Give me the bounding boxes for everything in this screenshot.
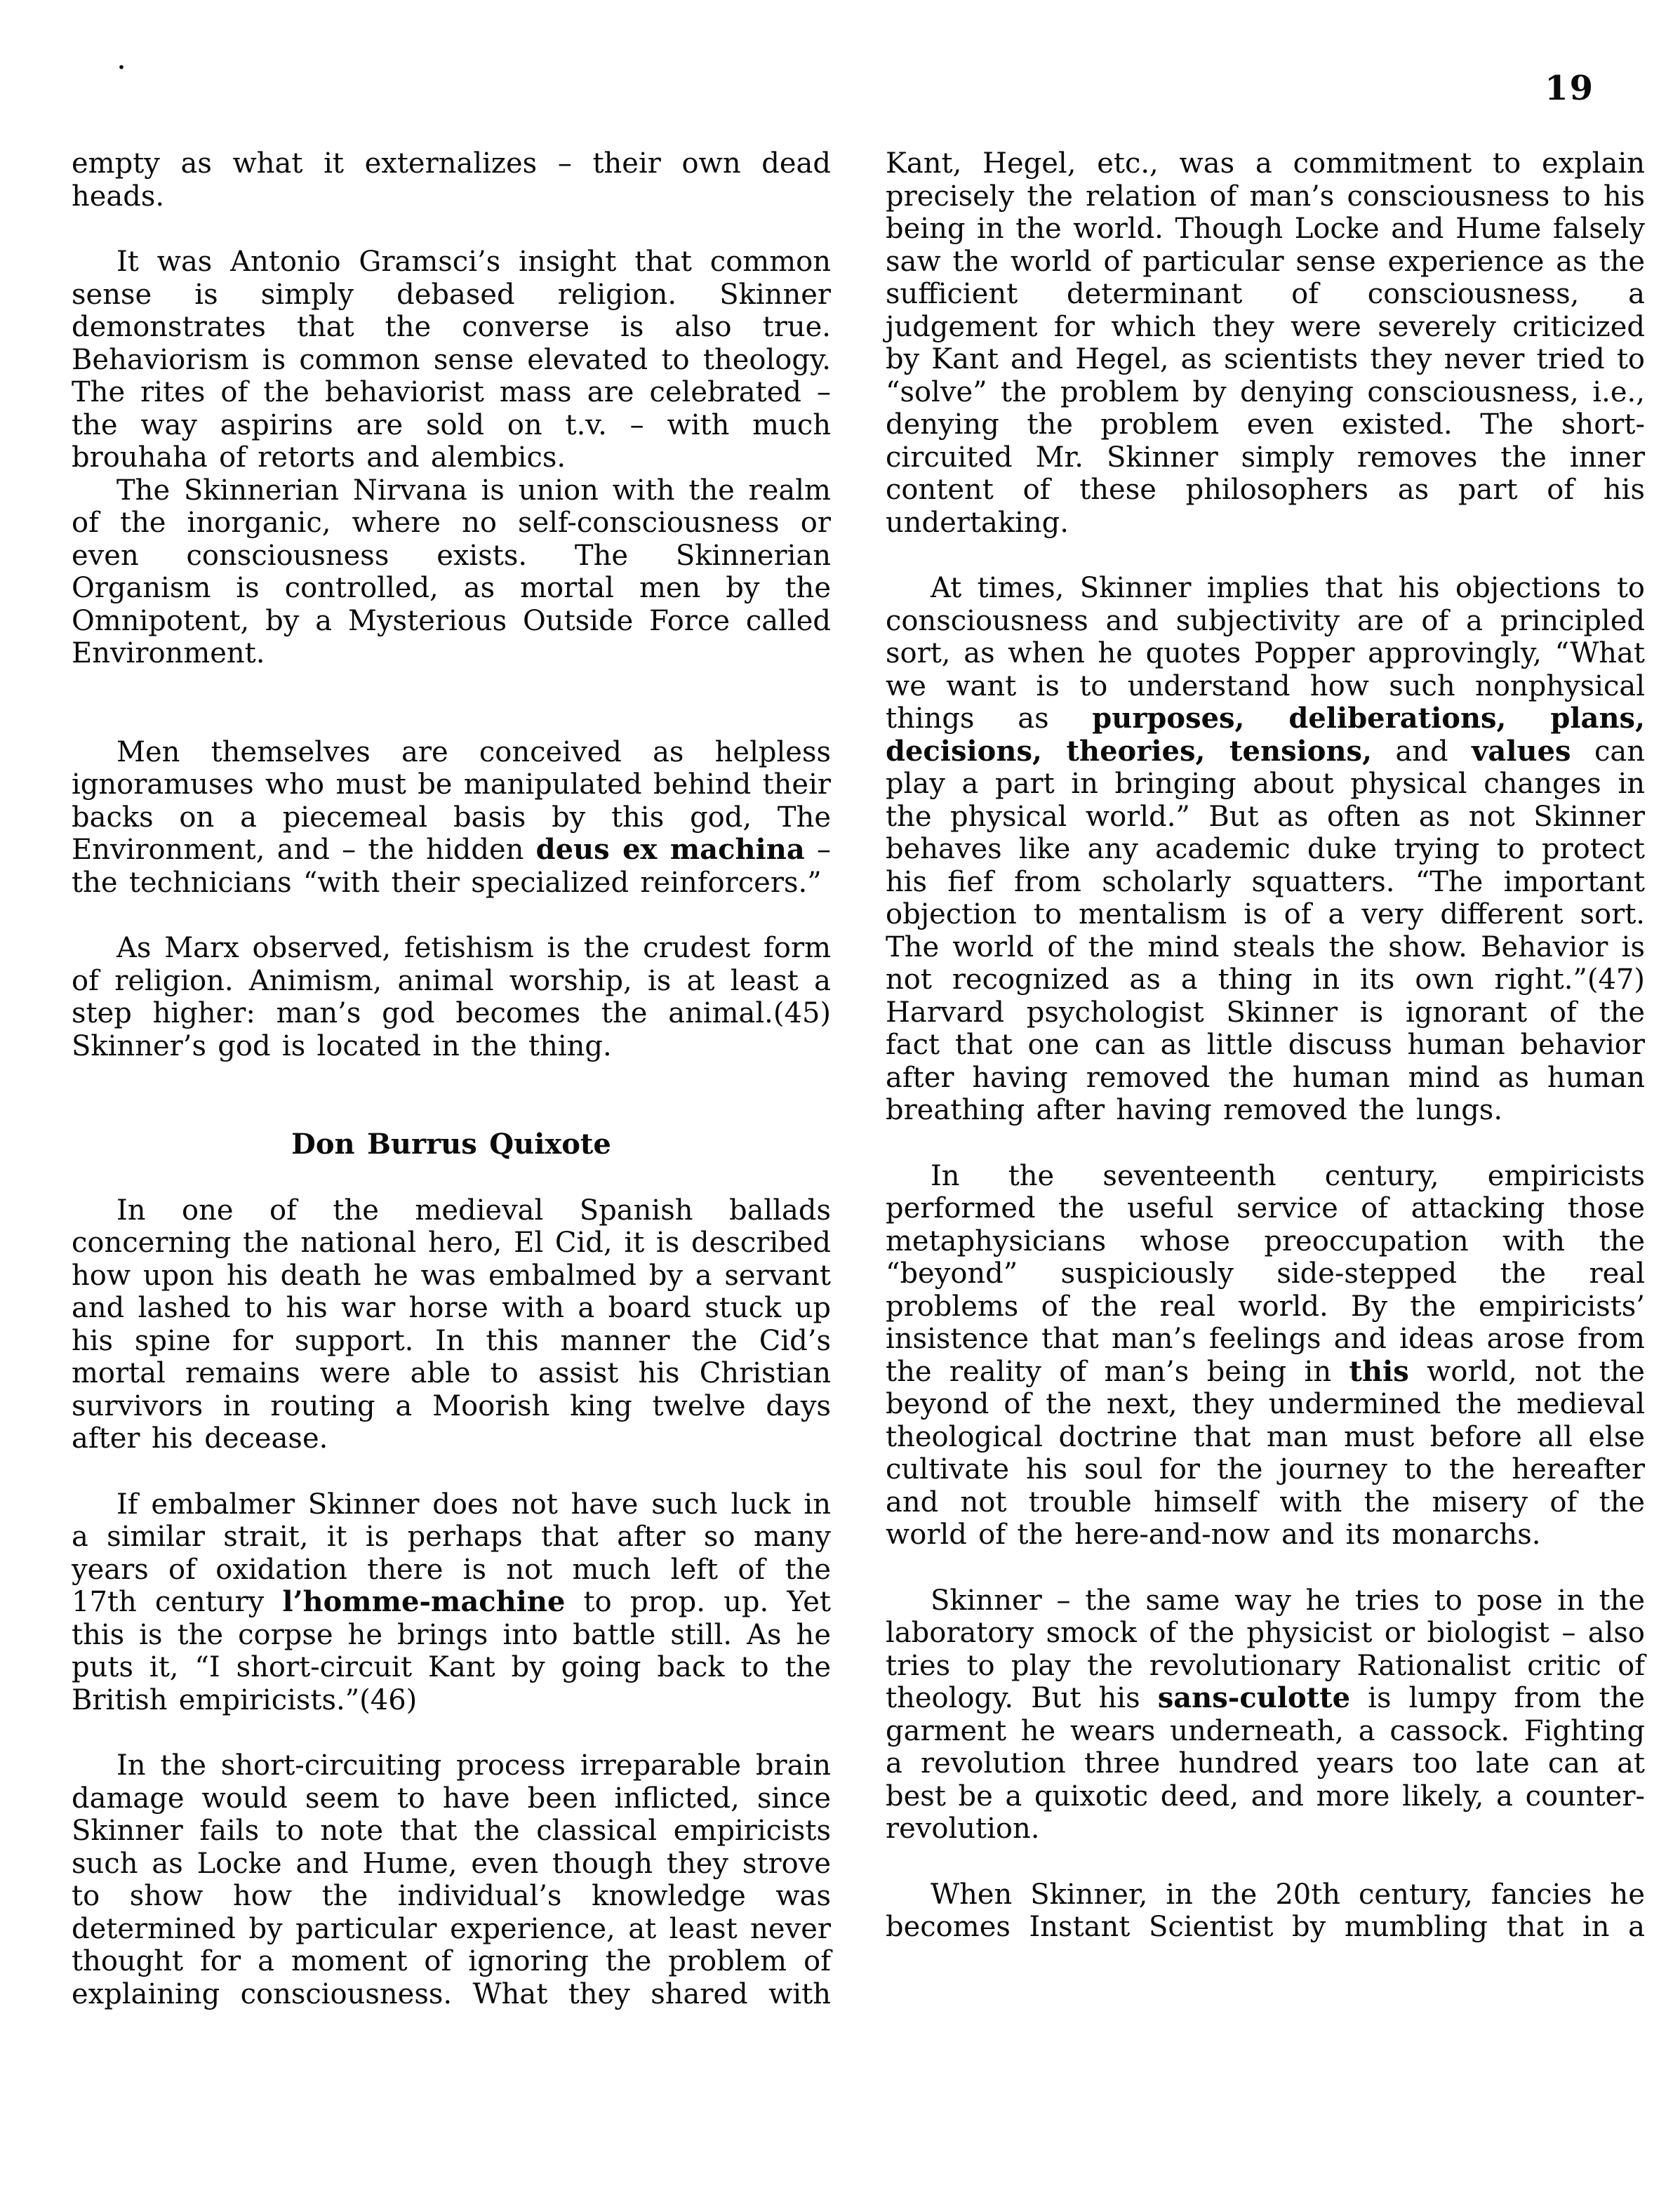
paragraph: If embalmer Skinner does not have such luck in a similar strait, it is perhaps that after so many years of oxidation there is not much left of the 17th century l’homme-machine to prop. up. Yet this is the corpse he brings into battle still. As he puts it, “I short-circuit Kant by going back to the British empiricists.”(46) [72,1488,831,1716]
section-heading [72,1128,831,1161]
paragraph: Skinner – the same way he tries to pose in the laboratory smock of the physicist or biologist – also tries to play the revolutionary Rationalist critic of theology. But his sans-culotte is lumpy from the garment he wears underneath, a cassock. Fighting a revolution three hundred years too late can at best be a quixotic deed, and more likely, a counter-revolution. [886,1584,1646,1845]
right-column [886,147,1645,2010]
paragraph: In one of the medieval Spanish ballads concerning the national hero, El Cid, it is described how upon his death he was embalmed by a servant and lashed to his war horse with a board stuck up his spine for support. In this manner the Cid’s mortal remains were able to assist his Christian survivors in routing a Moorish king twelve days after his decease. [72,1194,831,1455]
emphasis: values [1472,734,1571,768]
paragraph: When Skinner, in the 20th century, fancies he becomes Instant Scientist by mumbling that in a [886,1878,1645,1943]
emphasis: l’homme-machine [282,1585,566,1618]
emphasis: this [1349,1354,1409,1388]
text-columns [72,147,1645,2010]
paragraph: In the short-circuiting process irreparable brain damage would seem to have been inflicted, since Skinner fails to note that the classical empiricists such as Locke and Hume, even though they strove to show how the individual’s knowledge was determined by particular experience, at least never thought for a moment of ignoring the problem of explaining consciousness. What they shared with [72,1749,831,2010]
paragraph: At times, Skinner implies that his objections to consciousness and subjectivity are of a principled sort, as when he quotes Popper approvingly, “What we want is to understand how such nonphysical things as purposes, deliberations, plans, decisions, theories, tensions, and values can play a part in bringing about physical changes in the physical world.” But as often as not Skinner behaves like any academic duke trying to protect his fief from scholarly squatters. “The important objection to mentalism is of a very different sort. The world of the mind steals the show. Behavior is not recognized as a thing in its own right.”(47) Harvard psychologist Skinner is ignorant of the fact that one can as little discuss human behavior after having removed the human mind as human breathing after having removed the lungs. [886,572,1646,1126]
left-column [72,147,831,2010]
emphasis: deus ex machina [535,833,805,866]
emphasis: sans-culotte [1157,1681,1351,1714]
emphasis: purposes, deliberations, plans, decisions, theories, tensions, [886,702,1646,768]
paragraph: Men themselves are conceived as helpless ignoramuses who must be manipulated behind their backs on a piecemeal basis by this god, The Environment, and – the hidden deus ex machina – the technicians “with their specialized reinforcers.” [72,735,831,899]
emphasis: Don Burrus Quixote [291,1128,611,1161]
paragraph: It was Antonio Gramsci’s insight that common sense is simply debased religion. Skinner demonstrates that the converse is also true. Behaviorism is common sense elevated to theology. The rites of the behaviorist mass are celebrated – the way aspirins are sold on t.v. – with much brouhaha of retorts and alembics. [72,246,831,474]
stray-ink-mark: . [116,41,126,76]
paragraph: Kant, Hegel, etc., was a commitment to explain precisely the relation of man’s consciousness to his being in the world. Though Locke and Hume falsely saw the world of particular sense experience as the sufficient determinant of consciousness, a judgement for which they were severely criticized by Kant and Hegel, as scientists they never tried to “solve” the problem by denying consciousness, i.e., denying the problem even existed. The short-circuited Mr. Skinner simply removes the inner content of these philosophers as part of his undertaking. [886,147,1645,539]
page-number: 19 [1545,69,1594,108]
paragraph: The Skinnerian Nirvana is union with the realm of the inorganic, where no self-consciousness or even consciousness exists. The Skinnerian Organism is controlled, as mortal men by the Omnipotent, by a Mysterious Outside Force called Environment. [72,474,831,669]
paragraph: In the seventeenth century, empiricists performed the useful service of attacking those metaphysicians whose preoccupation with the “beyond” suspiciously side-stepped the real problems of the real world. By the empiricists’ insistence that man’s feelings and ideas arose from the reality of man’s being in this world, not the beyond of the next, they undermined the medieval theological doctrine that man must before all else cultivate his soul for the journey to the hereafter and not trouble himself with the misery of the world of the here-and-now and its monarchs. [886,1159,1645,1551]
paragraph: empty as what it externalizes – their own dead heads. [72,147,831,213]
paragraph: As Marx observed, fetishism is the crudest form of religion. Animism, animal worship, is at least a step higher: man’s god becomes the animal.(45) Skinner’s god is located in the thing. [72,932,831,1062]
